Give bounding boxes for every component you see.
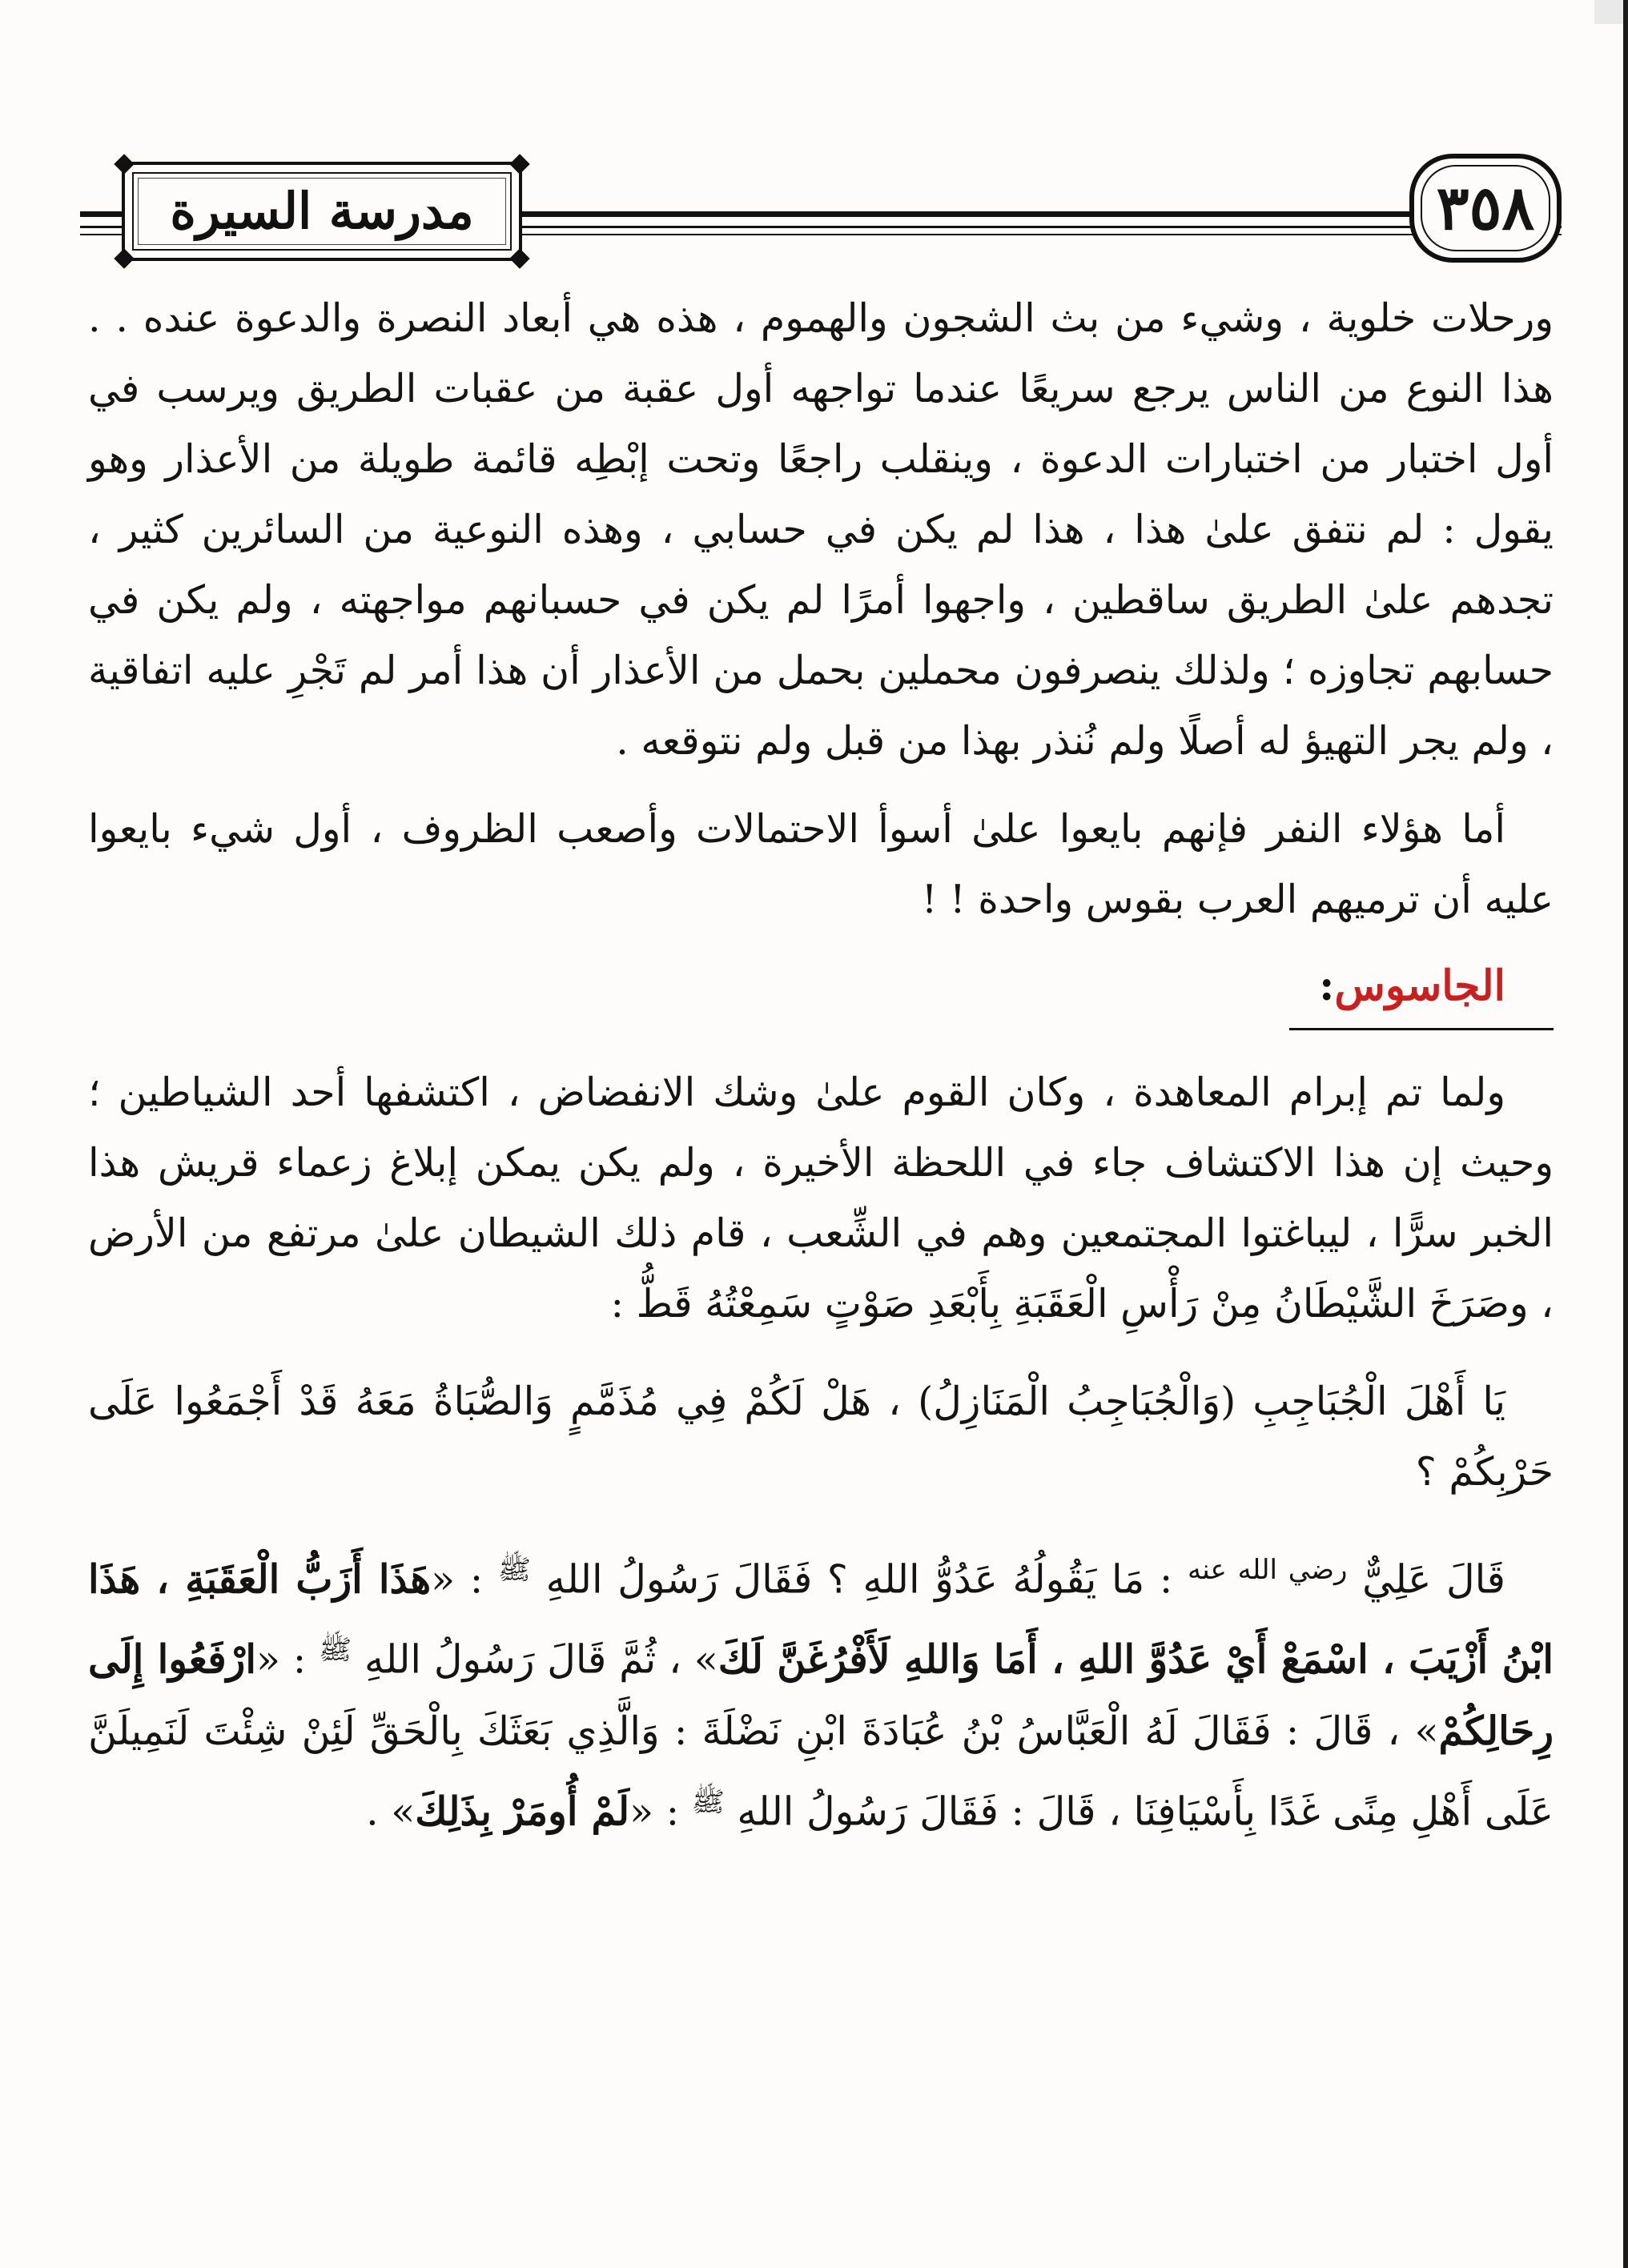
page-edge-shadow: [1623, 0, 1628, 2268]
hadith-text: » ، قَالَ : فَقَالَ لَهُ الْعَبَّاسُ بْنُ عُبَادَةَ ابْنِ نَضْلَةَ : وَالَّذِي بَعَثَكَ بِالْحَقِّ لَئِنْ شِئْتَ لَنَمِيلَنَّ عَلَى أَهْلِ مِنًى غَدًا بِأَسْيَافِنَا ، قَالَ : فَقَالَ رَسُولُ اللهِ: [88, 1708, 1554, 1834]
section-heading: [88, 954, 1554, 1018]
hadith-text: : «: [255, 1636, 307, 1683]
honorific-mark: ﷺ: [691, 1785, 725, 1818]
hadith-text: قَالَ عَلِيٌّ: [1362, 1556, 1505, 1603]
running-header: [80, 144, 1562, 272]
hadith-text: » .: [366, 1788, 416, 1834]
page-number: ٣٥٨: [1436, 172, 1535, 243]
hadith-text: : «: [431, 1556, 484, 1603]
hadith-text: : مَا يَقُولُهُ عَدُوُّ اللهِ ؟ فَقَالَ رَسُولُ اللهِ: [545, 1556, 1173, 1603]
ornament-corner-icon: [509, 248, 529, 268]
section-heading-text: الجاسوس: [1334, 961, 1505, 1010]
honorific-mark: ﷺ: [319, 1634, 352, 1667]
section-heading-mark: :: [1319, 961, 1335, 1010]
prophetic-quote: لَمْ أُومَرْ بِذَلِكَ: [415, 1787, 630, 1834]
paragraph: أما هؤلاء النفر فإنهم بايعوا علىٰ أسوأ الاحتمالات وأصعب الظروف ، أول شيء بايعوا عليه أن ترميهم العرب بقوس واحدة ! !: [88, 806, 1554, 922]
ornament-corner-icon: [114, 248, 134, 268]
hadith-paragraph: [88, 1535, 1554, 1847]
section-heading-underline: [1289, 1028, 1554, 1030]
page-number-frame: [1409, 154, 1562, 263]
paragraph: يَا أَهْلَ الْجُبَاجِبِ (وَالْجُبَاجِبُ الْمَنَازِلُ) ، هَلْ لَكُمْ فِي مُذَمَّمٍ وَالصُّبَاةُ مَعَهُ قَدْ أَجْمَعُوا عَلَى حَرْبِكُمْ ؟: [88, 1379, 1554, 1495]
book-title: مدرسة السيرة: [170, 182, 474, 240]
prophetic-quote: ارْفَعُوا إِلَى رِحَالِكُمْ: [88, 1636, 1554, 1754]
prophetic-quote: هَذَا أَزَبُّ الْعَقَبَةِ ، هَذَا ابْنُ أَزْيَبَ ، اسْمَعْ أَيْ عَدُوَّ اللهِ ، أَمَا وَاللهِ لَأَفْرُغَنَّ لَكَ: [88, 1555, 1554, 1683]
paragraph: ورحلات خلوية ، وشيء من بث الشجون والهموم ، هذه هي أبعاد النصرة والدعوة عنده . . هذا النوع من الناس يرجع سريعًا عندما تواجهه أول عقبة من عقبات الطريق ويرسب في أول اختبار من اختبارات الدعوة ، وينقلب راجعًا وتحت إبْطِه قائمة طويلة من الأعذار وهو يقول : لم نتفق علىٰ هذا ، هذا لم يكن في حسابي ، وهذه النوعية من السائرين كثير ، تجدهم علىٰ الطريق ساقطين ، واجهوا أمرًا لم يكن في حسبانهم مواجهته ، ولم يكن في حسابهم تجاوزه ؛ ولذلك ينصرفون محملين بحمل من الأعذار أن هذا أمر لم تَجْرِ عليه اتفاقية ، ولم يجر التهيؤ له أصلًا ولم نُنذر بهذا من قبل ولم نتوقعه .: [88, 295, 1554, 764]
paragraph: ولما تم إبرام المعاهدة ، وكان القوم علىٰ وشك الانفضاض ، اكتشفها أحد الشياطين ؛ وحيث إن هذا الاكتشاف جاء في اللحظة الأخيرة ، ولم يكن يمكن إبلاغ زعماء قريش هذا الخبر سرًّا ، ليباغتوا المجتمعين وهم في الشِّعب ، قام ذلك الشيطان علىٰ مرتفع من الأرض ، وصَرَخَ الشَّيْطَانُ مِنْ رَأْسِ الْعَقَبَةِ بِأَبْعَدِ صَوْتٍ سَمِعْتُهُ قَطُّ :: [88, 1070, 1554, 1327]
hadith-text: » ، ثُمَّ قَالَ رَسُولُ اللهِ: [364, 1636, 718, 1683]
book-title-frame: [122, 162, 522, 261]
honorific-mark: ﷺ: [497, 1554, 531, 1586]
ornament-corner-icon: [114, 154, 134, 174]
honorific-mark: رضي الله عنه: [1188, 1554, 1348, 1586]
ornament-corner-icon: [509, 154, 529, 174]
page-edge-gap: [1594, 0, 1623, 24]
hadith-text: : «: [629, 1788, 680, 1834]
page-body: [88, 283, 1554, 1847]
